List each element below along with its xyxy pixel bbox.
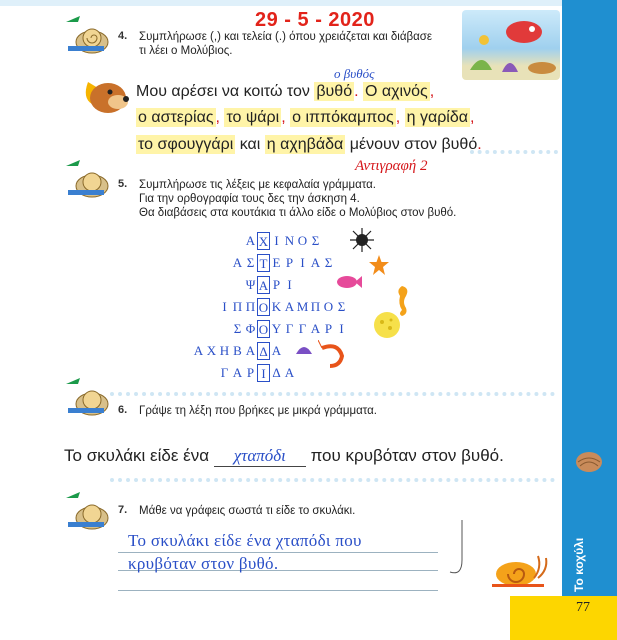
q5-instruction-2: Για την ορθογραφία τους δες την άσκηση 4.	[139, 193, 360, 205]
puzzle-cell[interactable]: Ο	[323, 299, 334, 314]
puzzle-cell[interactable]: Μ	[296, 299, 309, 314]
q4-comma: ,	[395, 109, 401, 126]
q4-period: .	[354, 83, 359, 100]
rock-icon	[528, 62, 556, 74]
puzzle-cell[interactable]: Ι	[287, 277, 292, 292]
snail-mascot-icon	[62, 374, 112, 418]
separator	[470, 150, 558, 154]
q4-instruction-1: Συμπλήρωσε (,) και τελεία (.) όπου χρειάζεται και διάβασε	[139, 31, 432, 43]
puzzle-cell[interactable]: Α	[284, 299, 295, 314]
shell-icon	[574, 450, 604, 474]
puzzle-cell[interactable]: Σ	[311, 233, 320, 248]
puzzle-key-cell[interactable]: Ο	[258, 322, 269, 337]
q4-period: .	[477, 136, 482, 153]
red-fish-icon	[506, 21, 542, 43]
dog-icon	[80, 72, 132, 122]
chapter-label: Το κοχύλι	[572, 537, 586, 593]
puzzle-cell[interactable]: Β	[233, 343, 242, 358]
puzzle-row	[231, 320, 348, 340]
page-number: 77	[576, 600, 590, 615]
writing-line	[118, 590, 438, 591]
q4-instruction-2: τι λέει ο Μολύβιος.	[139, 45, 233, 57]
puzzle-cell[interactable]: Ρ	[246, 365, 255, 380]
puzzle-cell[interactable]: Α	[232, 365, 243, 380]
separator	[110, 478, 555, 482]
q4-text: και	[239, 136, 261, 153]
puzzle-row	[244, 276, 296, 296]
sea-drawing	[462, 10, 560, 80]
puzzle-cell[interactable]: Ρ	[285, 255, 294, 270]
puzzle-cell[interactable]: Η	[219, 343, 230, 358]
puzzle-cell[interactable]: Δ	[272, 365, 281, 380]
q4-highlight: το ψάρι	[226, 109, 280, 126]
q4-highlight: ο αστερίας	[138, 109, 214, 126]
puzzle-cell[interactable]: Ι	[339, 321, 344, 336]
puzzle-cell[interactable]: Σ	[233, 321, 242, 336]
starfish-icon	[368, 254, 390, 276]
puzzle-cell[interactable]: Σ	[324, 255, 333, 270]
q4-line-2	[136, 108, 474, 128]
puzzle-row	[218, 364, 296, 384]
q4-highlight: ο ιππόκαμπος	[292, 109, 394, 126]
q5-instruction-3: Θα διαβάσεις στα κουτάκια τι άλλο είδε ο Μολύβιος στον βυθό.	[139, 207, 457, 219]
q7-written-line-2[interactable]: κρυβόταν στον βυθό.	[128, 554, 279, 573]
q4-comma: ,	[470, 109, 475, 126]
puzzle-key-cell[interactable]: Χ	[258, 234, 269, 249]
puzzle-row	[231, 254, 335, 274]
puzzle-row	[244, 232, 322, 252]
puzzle-cell[interactable]: Α	[245, 343, 256, 358]
q5-number: 5.	[118, 178, 128, 190]
coral-icon	[502, 63, 518, 72]
sea-urchin-icon	[350, 228, 374, 252]
writing-line	[118, 552, 438, 553]
q6-answer-field[interactable]: χταπόδι	[214, 446, 306, 467]
q4-text: μένουν στον βυθό	[349, 136, 478, 153]
copy-label: Αντιγραφή 2	[355, 158, 428, 174]
puzzle-cell[interactable]: Σ	[246, 255, 255, 270]
sea-illustration	[462, 10, 560, 80]
q6-text-after: που κρυβόταν στον βυθό.	[310, 446, 504, 465]
puzzle-cell[interactable]: Α	[193, 343, 204, 358]
seaweed-icon	[470, 60, 492, 70]
puzzle-cell[interactable]: Γ	[285, 321, 294, 336]
q4-text: Μου αρέσει να κοιτώ τον	[136, 83, 310, 100]
q5-instruction-1: Συμπλήρωσε τις λέξεις με κεφαλαία γράμματα.	[139, 179, 376, 191]
puzzle-key-cell[interactable]: Ι	[257, 364, 270, 382]
puzzle-cell[interactable]: Υ	[271, 321, 282, 336]
puzzle-cell[interactable]: Ρ	[324, 321, 333, 336]
q4-number: 4.	[118, 30, 128, 42]
q4-comma: ,	[281, 109, 286, 126]
puzzle-cell[interactable]: Κ	[271, 299, 282, 314]
separator	[110, 392, 555, 396]
puzzle-key-cell[interactable]: Δ	[257, 342, 270, 360]
puzzle-key-cell[interactable]: Ο	[258, 300, 269, 315]
puzzle-cell[interactable]: Φ	[245, 321, 256, 336]
puzzle-cell[interactable]: Α	[310, 255, 321, 270]
puzzle-key-cell[interactable]: Τ	[257, 254, 270, 272]
q6-text-before: Το σκυλάκι είδε ένα	[64, 446, 210, 465]
top-strip	[0, 0, 617, 6]
puzzle-cell[interactable]: Π	[245, 299, 256, 314]
q4-line-3	[136, 135, 482, 155]
q4-highlight: βυθό	[316, 83, 353, 100]
q4-highlight: η γαρίδα	[406, 109, 468, 126]
puzzle-cell[interactable]: Γ	[220, 365, 229, 380]
clam-icon	[294, 340, 314, 356]
date-heading: 29 - 5 - 2020	[255, 9, 375, 31]
q4-comma: ,	[429, 83, 435, 100]
sponge-icon	[372, 310, 402, 340]
puzzle-cell[interactable]: Α	[310, 321, 321, 336]
q6-number: 6.	[118, 404, 128, 416]
snail-mascot-icon	[62, 156, 112, 200]
puzzle-cell[interactable]: Ι	[274, 233, 279, 248]
puzzle-cell[interactable]: Ψ	[245, 277, 256, 292]
snail-mascot-icon	[62, 12, 112, 56]
small-fish-icon	[479, 35, 489, 45]
puzzle-cell[interactable]: Χ	[206, 343, 217, 358]
puzzle-cell[interactable]: Ε	[272, 255, 281, 270]
q4-line-1	[136, 82, 434, 102]
puzzle-row	[192, 342, 283, 362]
q4-highlight: το σφουγγάρι	[138, 136, 234, 153]
shrimp-icon	[318, 340, 348, 370]
puzzle-cell[interactable]: Ι	[222, 299, 227, 314]
puzzle-cell[interactable]: Α	[271, 343, 282, 358]
puzzle-cell[interactable]: Ο	[297, 233, 308, 248]
puzzle-cell[interactable]: Π	[232, 299, 243, 314]
q4-highlight: η αχηβάδα	[266, 136, 344, 153]
puzzle-cell[interactable]: Ρ	[272, 277, 281, 292]
fish-icon	[336, 274, 362, 290]
puzzle-cell[interactable]: Α	[245, 233, 256, 248]
q7-number: 7.	[118, 504, 128, 516]
puzzle-cell[interactable]: Α	[232, 255, 243, 270]
q4-annotation: ο βυθός	[334, 66, 375, 81]
snail-icon	[490, 548, 550, 588]
puzzle-cell[interactable]: Α	[284, 365, 295, 380]
q6-sentence	[64, 446, 504, 467]
puzzle-cell[interactable]: Ι	[300, 255, 305, 270]
q4-comma: ,	[215, 109, 220, 126]
puzzle-cell[interactable]: Γ	[298, 321, 307, 336]
q7-instruction: Μάθε να γράφεις σωστά τι είδε το σκυλάκι.	[139, 505, 356, 517]
fishing-line-icon	[440, 520, 484, 584]
q7-written-line-1[interactable]: Το σκυλάκι είδε ένα χταπόδι που	[128, 531, 362, 550]
puzzle-cell[interactable]: Π	[310, 299, 321, 314]
q4-highlight: Ο αχινός	[365, 83, 428, 100]
puzzle-cell[interactable]: Ν	[284, 233, 295, 248]
puzzle-row	[218, 298, 348, 318]
q6-instruction: Γράψε τη λέξη που βρήκες με μικρά γράμματα.	[139, 405, 377, 417]
puzzle-cell[interactable]: Σ	[337, 299, 346, 314]
puzzle-key-cell[interactable]: Α	[258, 278, 269, 293]
snail-mascot-icon	[62, 488, 112, 532]
fish-eye	[529, 26, 535, 32]
